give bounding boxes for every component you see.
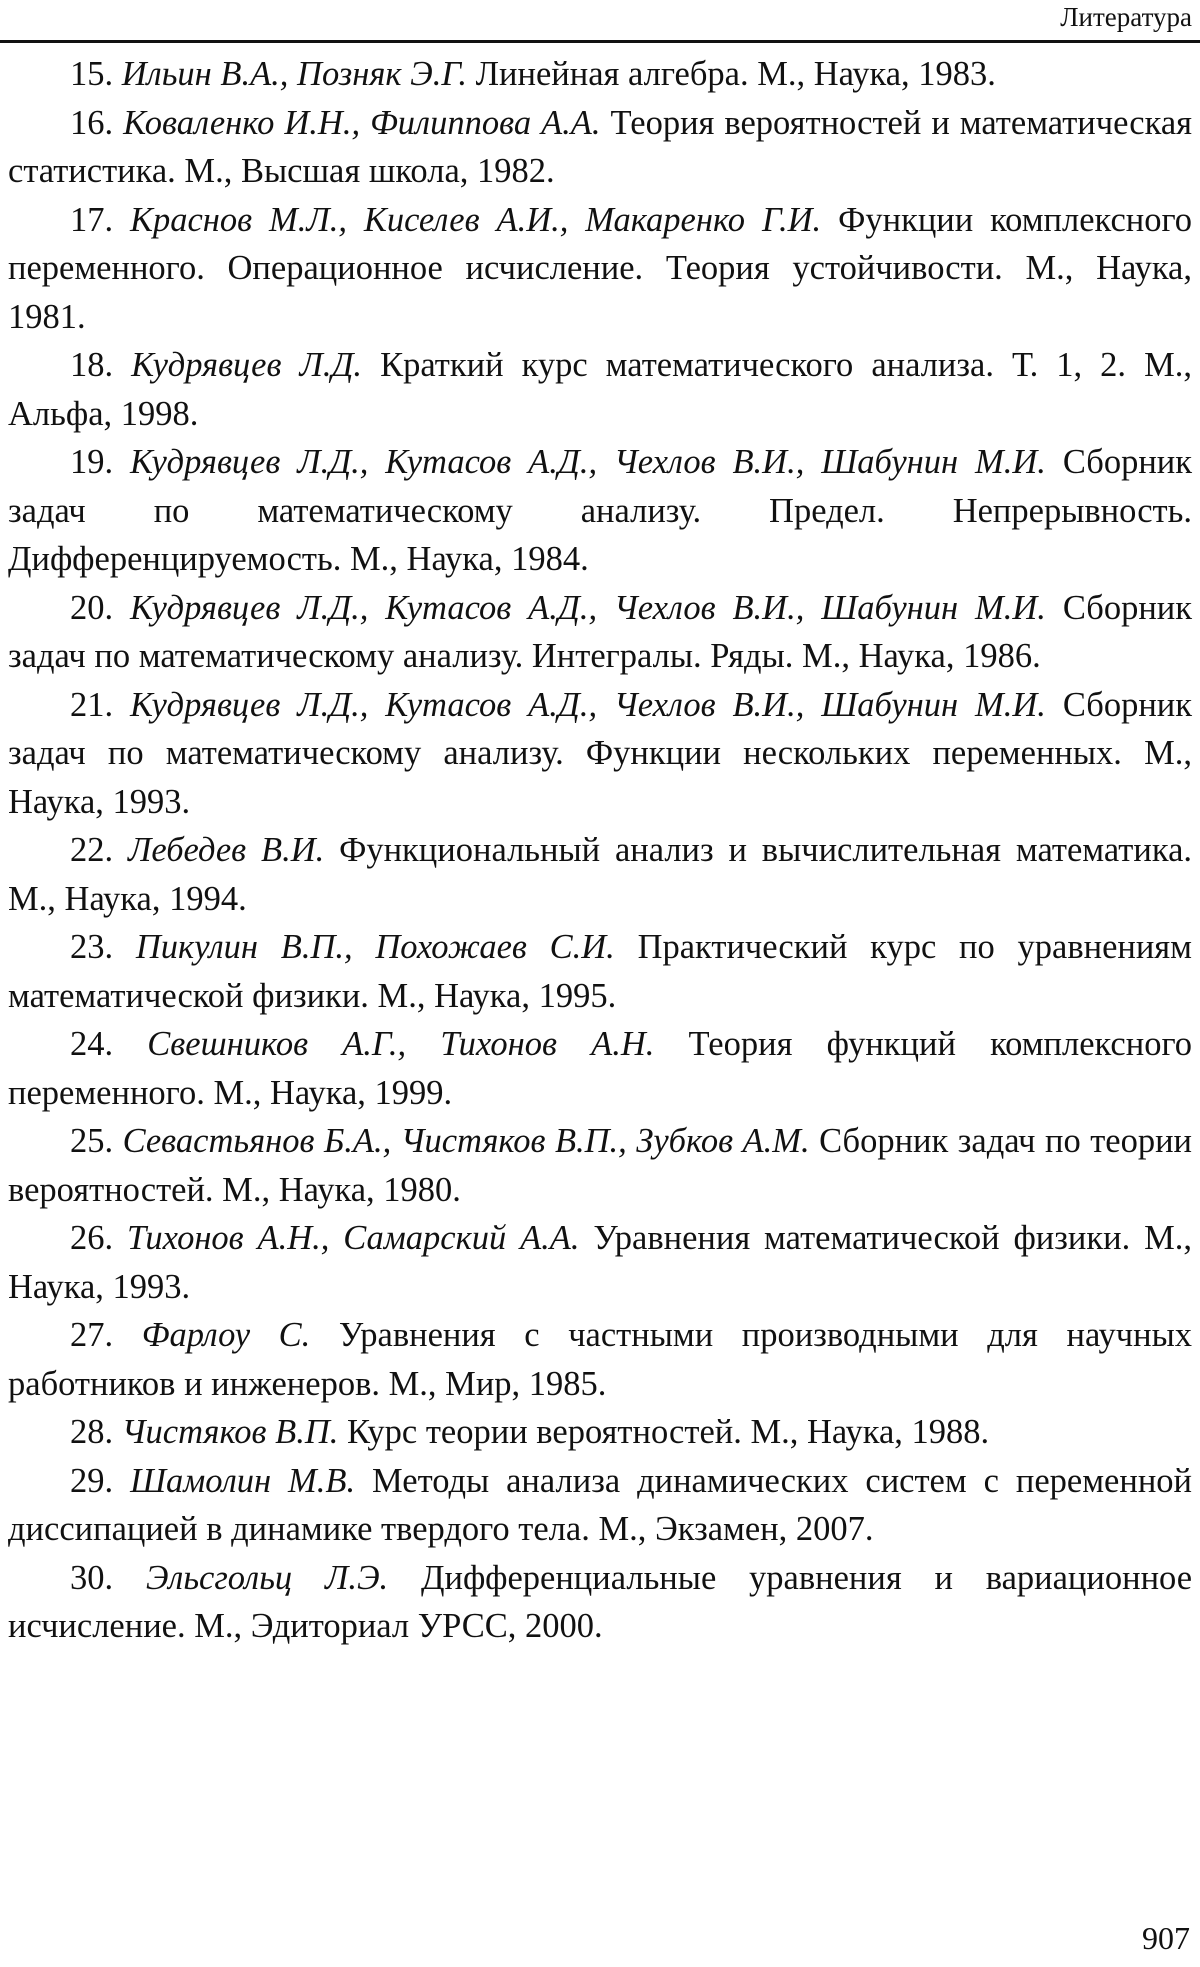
reference-item	[8, 1020, 1192, 1117]
reference-number: 26.	[70, 1219, 114, 1257]
reference-number: 25.	[70, 1122, 114, 1160]
reference-authors: Лебедев В.И.	[127, 831, 325, 869]
reference-title: Функциональный анализ и вычислительная математика. М., Наука, 1994.	[8, 831, 1193, 918]
reference-number: 24.	[70, 1025, 114, 1063]
reference-item	[8, 1117, 1192, 1214]
reference-number: 18.	[70, 346, 114, 384]
reference-authors: Севастьянов Б.А., Чистяков В.П., Зубков А.М.	[122, 1122, 810, 1160]
reference-authors: Кудрявцев Л.Д.	[131, 346, 363, 384]
reference-title: Дифференциальные уравнения и вариационное исчисление. М., Эдиториал УРСС, 2000.	[8, 1558, 1193, 1645]
reference-authors: Эльсгольц Л.Э.	[145, 1558, 389, 1597]
reference-title: Сборник задач по теории вероятностей. М., Наука, 1980.	[8, 1122, 1193, 1209]
reference-authors: Шамолин М.В.	[130, 1461, 356, 1500]
reference-title: Сборник задач по математическому анализу. Интегралы. Ряды. М., Наука, 1986.	[8, 588, 1193, 675]
running-header-title: Литература	[1060, 2, 1192, 32]
reference-title: Теория функций комплексного переменного. М., Наука, 1999.	[8, 1025, 1192, 1112]
reference-item	[8, 1457, 1192, 1554]
reference-title: Линейная алгебра. М., Наука, 1983.	[475, 55, 996, 93]
reference-item	[8, 50, 1192, 99]
reference-item	[8, 1554, 1192, 1651]
reference-title: Методы анализа динамических систем с переменной диссипацией в динамике твердого тела. М., Экзамен, 2007.	[8, 1461, 1192, 1548]
reference-item	[8, 1311, 1192, 1408]
reference-number: 22.	[70, 831, 114, 869]
reference-item	[8, 1408, 1192, 1457]
reference-item	[8, 99, 1192, 196]
reference-title: Краткий курс математического анализа. Т. 1, 2. М., Альфа, 1998.	[8, 346, 1192, 433]
header-rule	[0, 40, 1200, 43]
reference-item	[8, 438, 1192, 584]
reference-authors: Пикулин В.П., Похожаев С.И.	[135, 928, 615, 966]
reference-authors: Тихонов А.Н., Самарский А.А.	[127, 1219, 580, 1257]
reference-item	[8, 826, 1192, 923]
reference-title: Функции комплексного переменного. Операционное исчисление. Теория устойчивости. М., Наука, 1981.	[8, 200, 1193, 336]
reference-authors: Кудрявцев Л.Д., Кутасов А.Д., Чехлов В.И., Шабунин М.И.	[130, 588, 1046, 627]
reference-authors: Кудрявцев Л.Д., Кутасов А.Д., Чехлов В.И., Шабунин М.И.	[130, 685, 1046, 724]
reference-number: 15.	[70, 55, 114, 93]
reference-number: 27.	[70, 1316, 114, 1354]
reference-item	[8, 1214, 1192, 1311]
reference-authors: Чистяков В.П.	[121, 1413, 339, 1451]
reference-authors: Краснов М.Л., Киселев А.И., Макаренко Г.И.	[130, 200, 822, 239]
reference-title: Практический курс по уравнениям математической физики. М., Наука, 1995.	[8, 928, 1193, 1015]
reference-item	[8, 681, 1192, 827]
reference-number: 29.	[70, 1461, 114, 1500]
reference-number: 20.	[70, 588, 114, 627]
reference-number: 16.	[70, 103, 114, 142]
reference-authors: Коваленко И.Н., Филиппова А.А.	[123, 103, 601, 142]
reference-number: 21.	[70, 685, 114, 724]
reference-item	[8, 341, 1192, 438]
reference-title: Теория вероятностей и математическая статистика. М., Высшая школа, 1982.	[8, 103, 1193, 190]
reference-authors: Фарлоу С.	[141, 1316, 311, 1354]
reference-title: Сборник задач по математическому анализу. Функции нескольких переменных. М., Наука, 1993.	[8, 685, 1193, 821]
reference-list	[8, 50, 1192, 1651]
reference-item	[8, 923, 1192, 1020]
reference-authors: Ильин В.А., Позняк Э.Г.	[121, 55, 468, 93]
reference-item	[8, 196, 1192, 342]
reference-number: 17.	[70, 200, 114, 239]
reference-number: 28.	[70, 1413, 114, 1451]
reference-title: Уравнения с частными производными для научных работников и инженеров. М., Мир, 1985.	[8, 1316, 1193, 1403]
reference-title: Курс теории вероятностей. М., Наука, 1988.	[347, 1413, 990, 1451]
page-number: 907	[1142, 1920, 1190, 1956]
reference-number: 23.	[70, 928, 114, 966]
reference-authors: Свешников А.Г., Тихонов А.Н.	[147, 1025, 655, 1063]
reference-number: 19.	[70, 443, 114, 481]
reference-title: Уравнения математической физики. М., Наука, 1993.	[8, 1219, 1193, 1306]
reference-title: Сборник задач по математическому анализу. Предел. Непрерывность. Дифференцируемость. М., Наука, 1984.	[8, 443, 1193, 578]
reference-number: 30.	[70, 1558, 114, 1597]
reference-item	[8, 584, 1192, 681]
reference-authors: Кудрявцев Л.Д., Кутасов А.Д., Чехлов В.И., Шабунин М.И.	[130, 443, 1046, 481]
